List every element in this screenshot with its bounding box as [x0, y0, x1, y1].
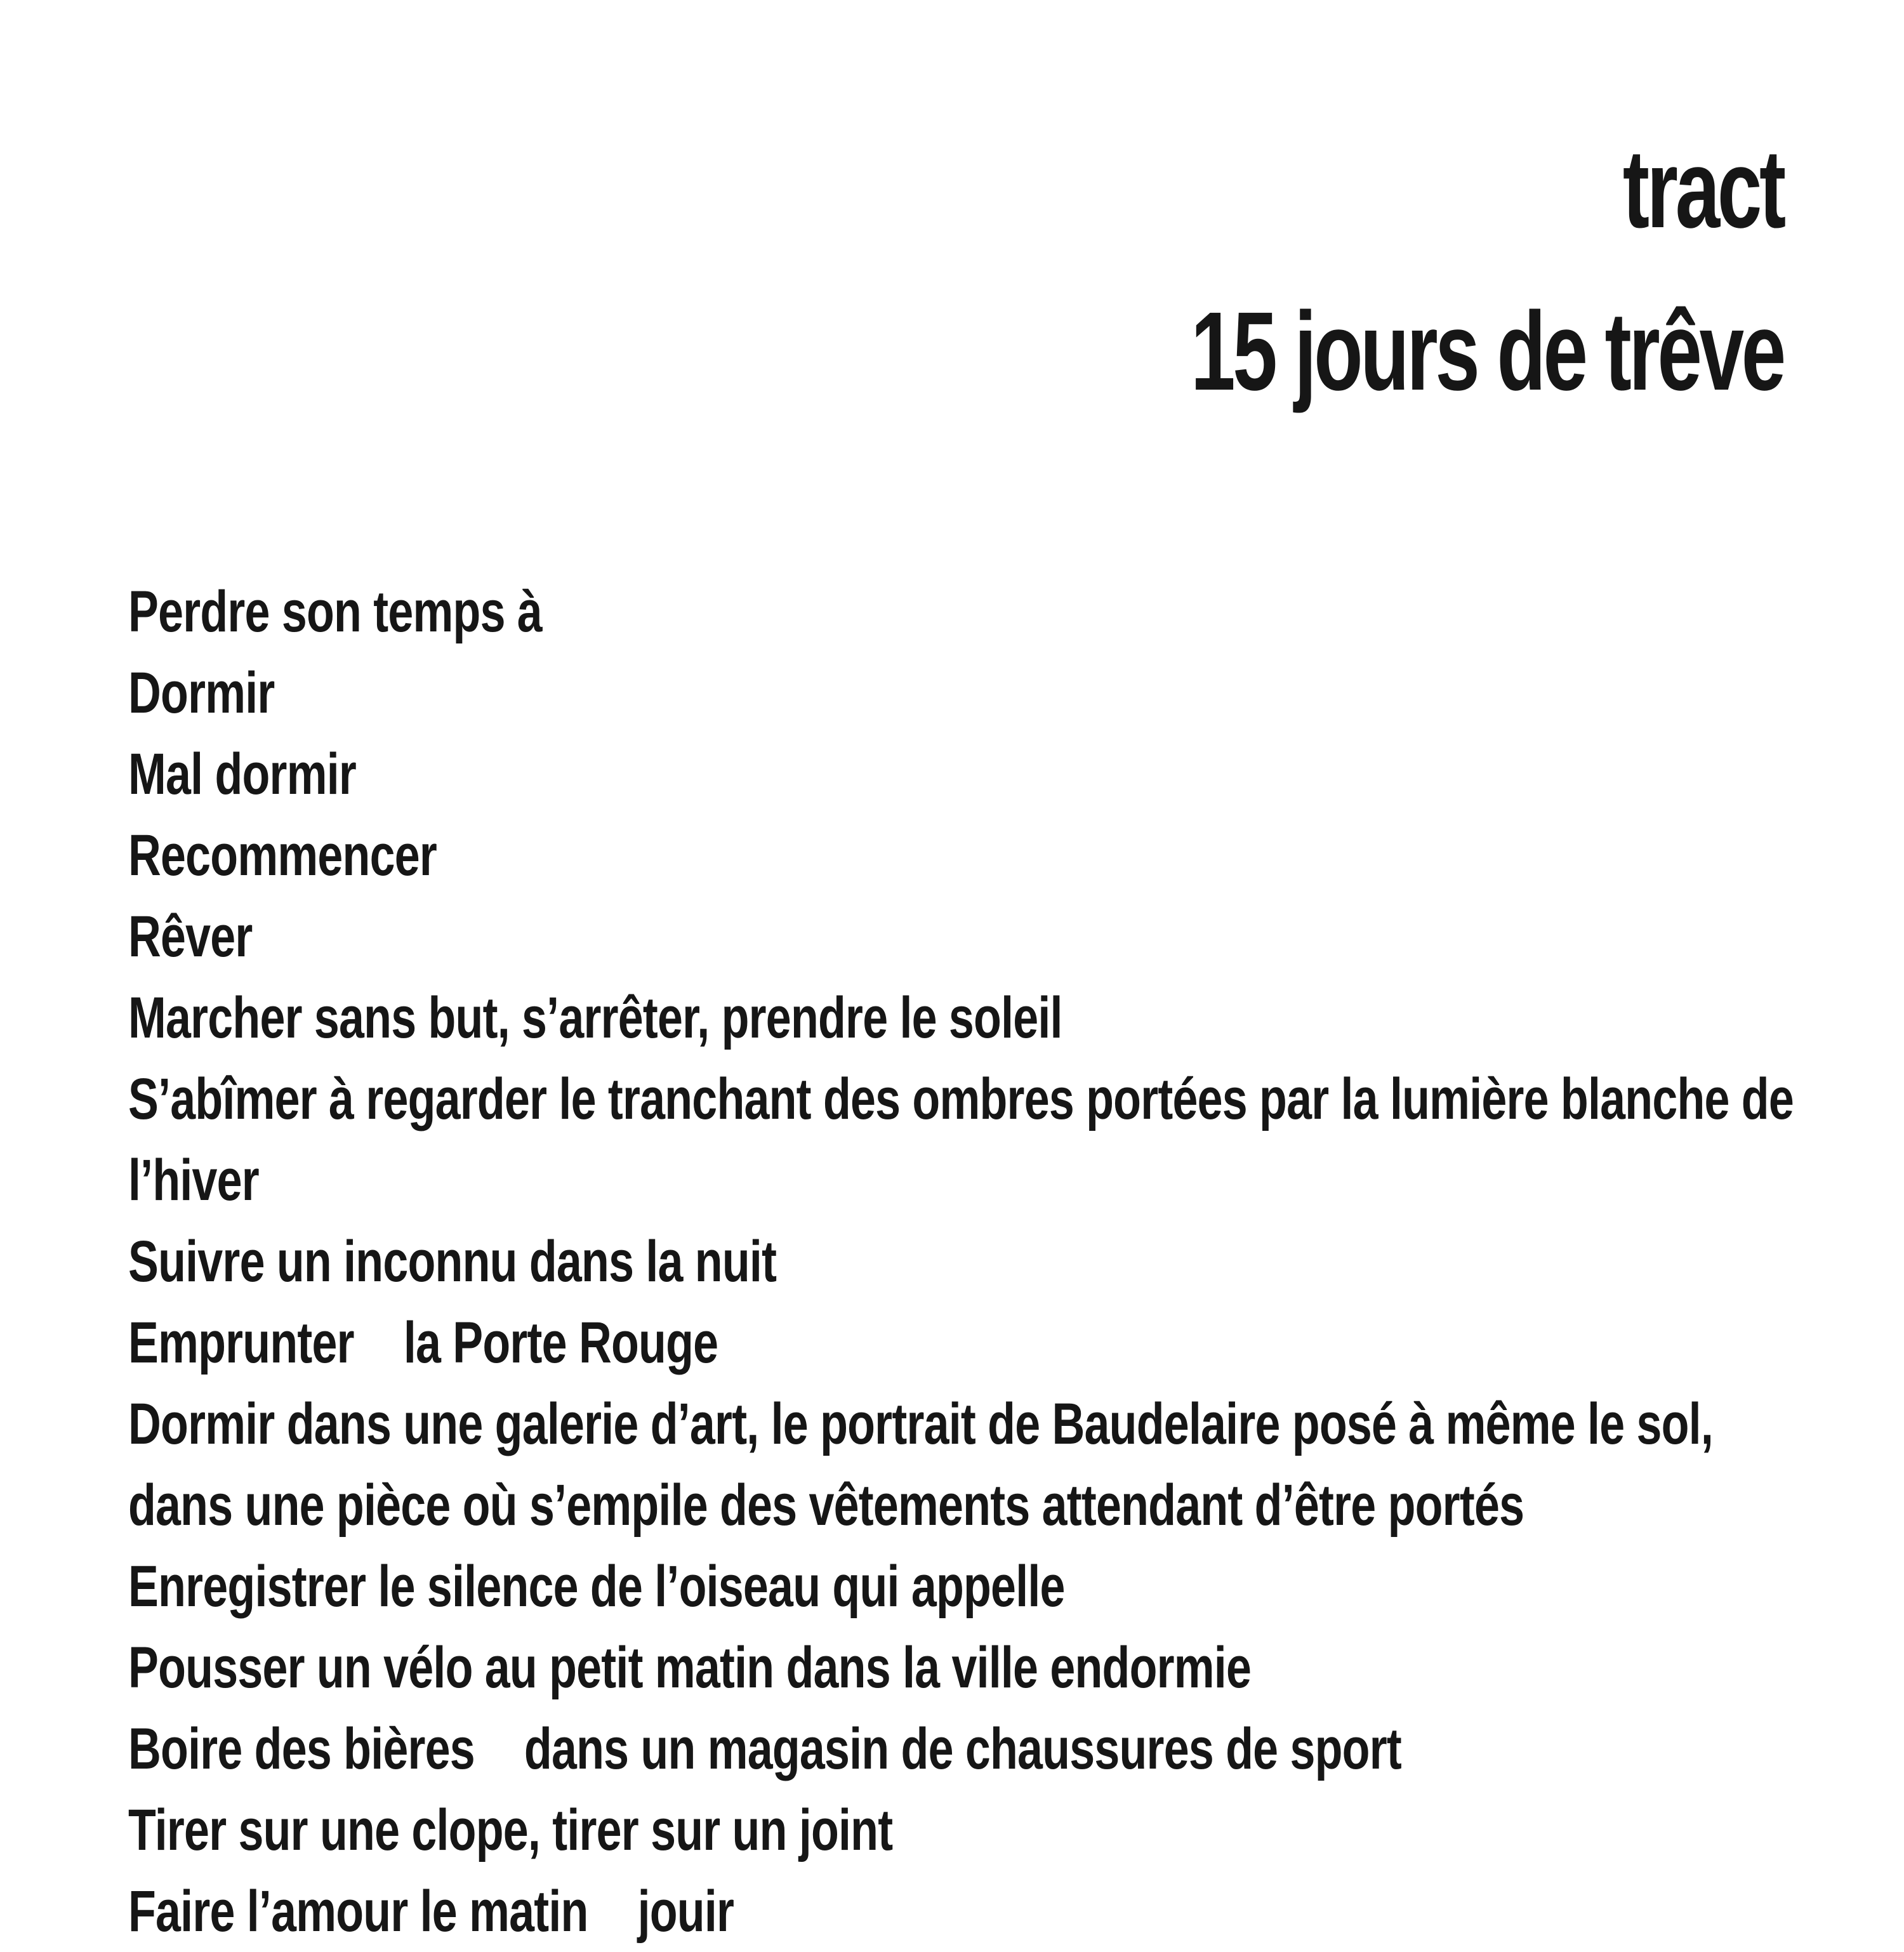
- document-header: [960, 108, 1783, 433]
- poem-fragment: la Porte Rouge: [403, 1310, 718, 1375]
- poem-fragment: dans un magasin de chaussures de sport: [524, 1717, 1401, 1781]
- poem-line: Rêver: [128, 904, 253, 969]
- poem-line: Marcher sans but, s’arrêter, prendre le soleil: [128, 986, 1062, 1050]
- poem-line: dans une pièce où s’empile des vêtements attendant d’être portés: [128, 1473, 1524, 1538]
- poem-line: Dormir: [128, 661, 275, 725]
- document-subtitle: 15 jours de trêve: [1191, 289, 1783, 414]
- poem-line: Mal dormir: [128, 742, 357, 807]
- poem-line: Perdre son temps à: [128, 579, 542, 644]
- poem-fragment: jouir: [637, 1879, 734, 1944]
- poem-line: l’hiver: [128, 1148, 259, 1213]
- poem-fragment: Emprunter: [128, 1310, 354, 1375]
- poem-line: Enregistrer le silence de l’oiseau qui appelle: [128, 1554, 1065, 1619]
- poem-line: S’abîmer à regarder le tranchant des ombres portées par la lumière blanche de: [128, 1067, 1794, 1131]
- poem-line: Tirer sur une clope, tirer sur un joint: [128, 1798, 893, 1863]
- poem-fragment: Faire l’amour le matin: [128, 1879, 588, 1944]
- poem-line-split: [128, 1708, 1435, 1790]
- poem-line-split: [128, 1302, 1435, 1383]
- poem-line: Pousser un vélo au petit matin dans la ville endormie: [128, 1635, 1252, 1700]
- poem-line: Recommencer: [128, 823, 437, 888]
- document-title: tract: [1622, 127, 1783, 251]
- poem-line-split: [128, 1871, 1435, 1952]
- poem-fragment: Boire des bières: [128, 1717, 475, 1781]
- poem-body: [128, 571, 1804, 1952]
- poem-line: Suivre un inconnu dans la nuit: [128, 1229, 777, 1294]
- poem-line: Dormir dans une galerie d’art, le portrait de Baudelaire posé à même le sol,: [128, 1392, 1713, 1456]
